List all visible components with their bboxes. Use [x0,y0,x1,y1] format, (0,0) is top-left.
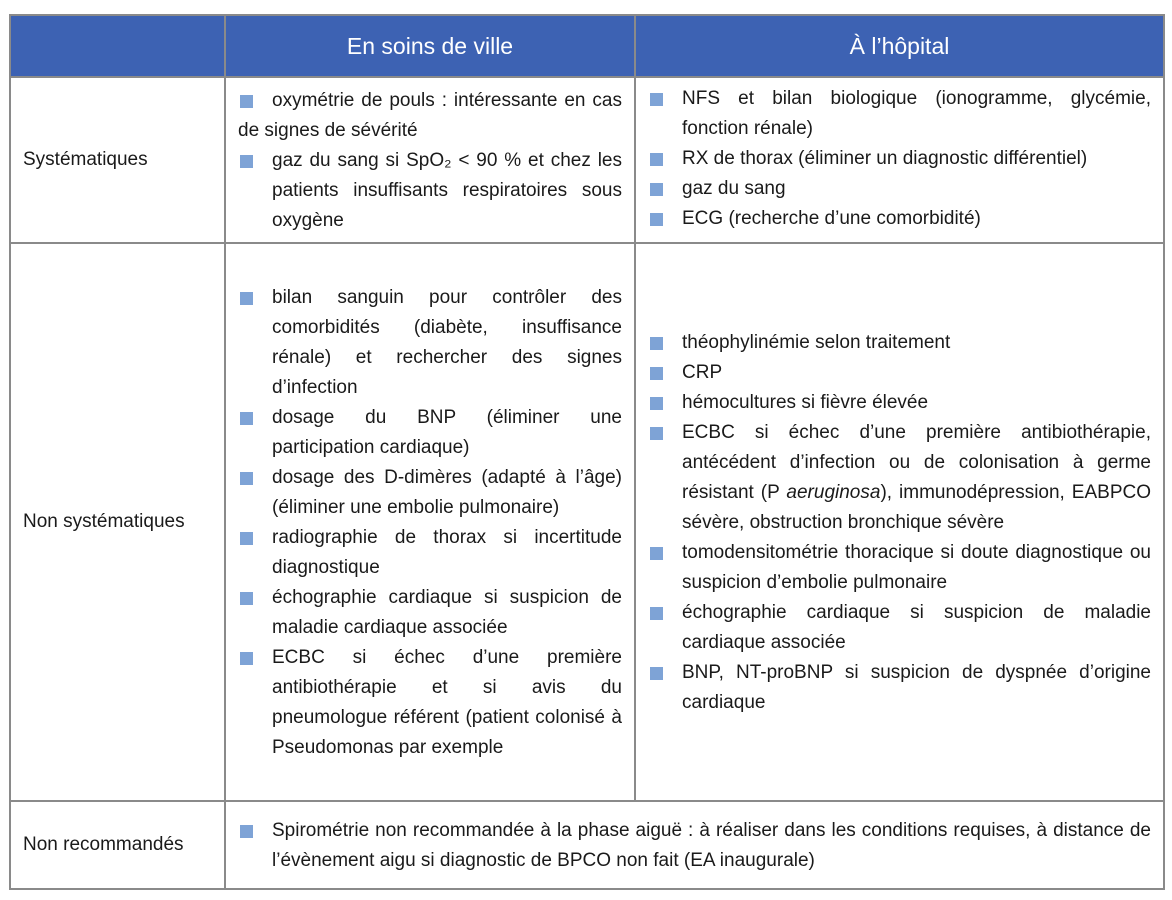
list-item: échographie cardiaque si suspicion de maladie cardiaque associée [238,583,622,643]
cell-ville [225,243,635,801]
list-item: gaz du sang [648,174,1151,204]
bullet-square-icon [650,183,663,196]
list-item: oxymétrie de pouls : intéressante en cas de signes de sévérité [238,90,622,141]
list-item: hémocultures si fièvre élevée [648,388,1151,418]
row-non-systematiques [10,243,1164,801]
bullet-square-icon [650,367,663,380]
bullet-square-icon [650,547,663,560]
cell-hopital [635,243,1164,801]
list-item: gaz du sang si SpO₂ < 90 % et chez les patients insuffisants respiratoires sous oxygène [238,146,622,236]
bullet-square-icon [240,292,253,305]
bullet-square-icon [650,397,663,410]
header-ville: En soins de ville [225,15,635,77]
bullet-square-icon [650,337,663,350]
row-non-recommandes [10,801,1164,889]
row-systematiques [10,77,1164,243]
bullet-square-icon [650,93,663,106]
list-item: tomodensitométrie thoracique si doute diagnostique ou suspicion d’embolie pulmonaire [648,538,1151,598]
list-item: NFS et bilan biologique (ionogramme, glycémie, fonction rénale) [648,84,1151,144]
bullet-square-icon [650,607,663,620]
cell-hopital [635,77,1164,243]
bullet-square-icon [240,592,253,605]
list-item: BNP, NT-proBNP si suspicion de dyspnée d’origine cardiaque [648,658,1151,718]
bullet-square-icon [650,427,663,440]
bullet-square-icon [650,153,663,166]
bullet-square-icon [240,652,253,665]
bullet-square-icon [240,95,253,108]
bullet-square-icon [240,532,253,545]
bullet-square-icon [240,825,253,838]
list-item: dosage du BNP (éliminer une participation cardiaque) [238,403,622,463]
row-label: Non recommandés [10,801,225,889]
list-item: échographie cardiaque si suspicion de maladie cardiaque associée [648,598,1151,658]
list-item: ECBC si échec d’une première antibiothérapie et si avis du pneumologue référent (patient colonisé à Pseudomonas par exemple [238,643,622,763]
list-item: RX de thorax (éliminer un diagnostic différentiel) [648,144,1151,174]
header-row [10,15,1164,77]
list-item: théophylinémie selon traitement [648,328,1151,358]
list-item: ECG (recherche d’une comorbidité) [648,204,1151,234]
row-label: Non systématiques [10,243,225,801]
list-item: Spirométrie non recommandée à la phase aiguë : à réaliser dans les conditions requises, à distance de l’évènement aigu si diagnostic de BPCO non fait (EA inaugurale) [238,816,1151,876]
list-item: ECBC si échec d’une première antibiothérapie, antécédent d’infection ou de colonisation à germe résistant (P aeruginosa), immunodépression, EABPCO sévère, obstruction bronchique sévère [648,418,1151,538]
bullet-square-icon [240,412,253,425]
cell-ville [225,77,635,243]
row-label: Systématiques [10,77,225,243]
list-item: radiographie de thorax si incertitude diagnostique [238,523,622,583]
bullet-square-icon [240,472,253,485]
exam-table [9,14,1165,890]
bullet-square-icon [240,155,253,168]
list-item: CRP [648,358,1151,388]
cell-spirometrie [225,801,1164,889]
bullet-square-icon [650,667,663,680]
header-corner [10,15,225,77]
list-item: bilan sanguin pour contrôler des comorbidités (diabète, insuffisance rénale) et rechercher des signes d’infection [238,283,622,403]
bullet-square-icon [650,213,663,226]
header-hopital: À l’hôpital [635,15,1164,77]
list-item: dosage des D-dimères (adapté à l’âge) (éliminer une embolie pulmonaire) [238,463,622,523]
